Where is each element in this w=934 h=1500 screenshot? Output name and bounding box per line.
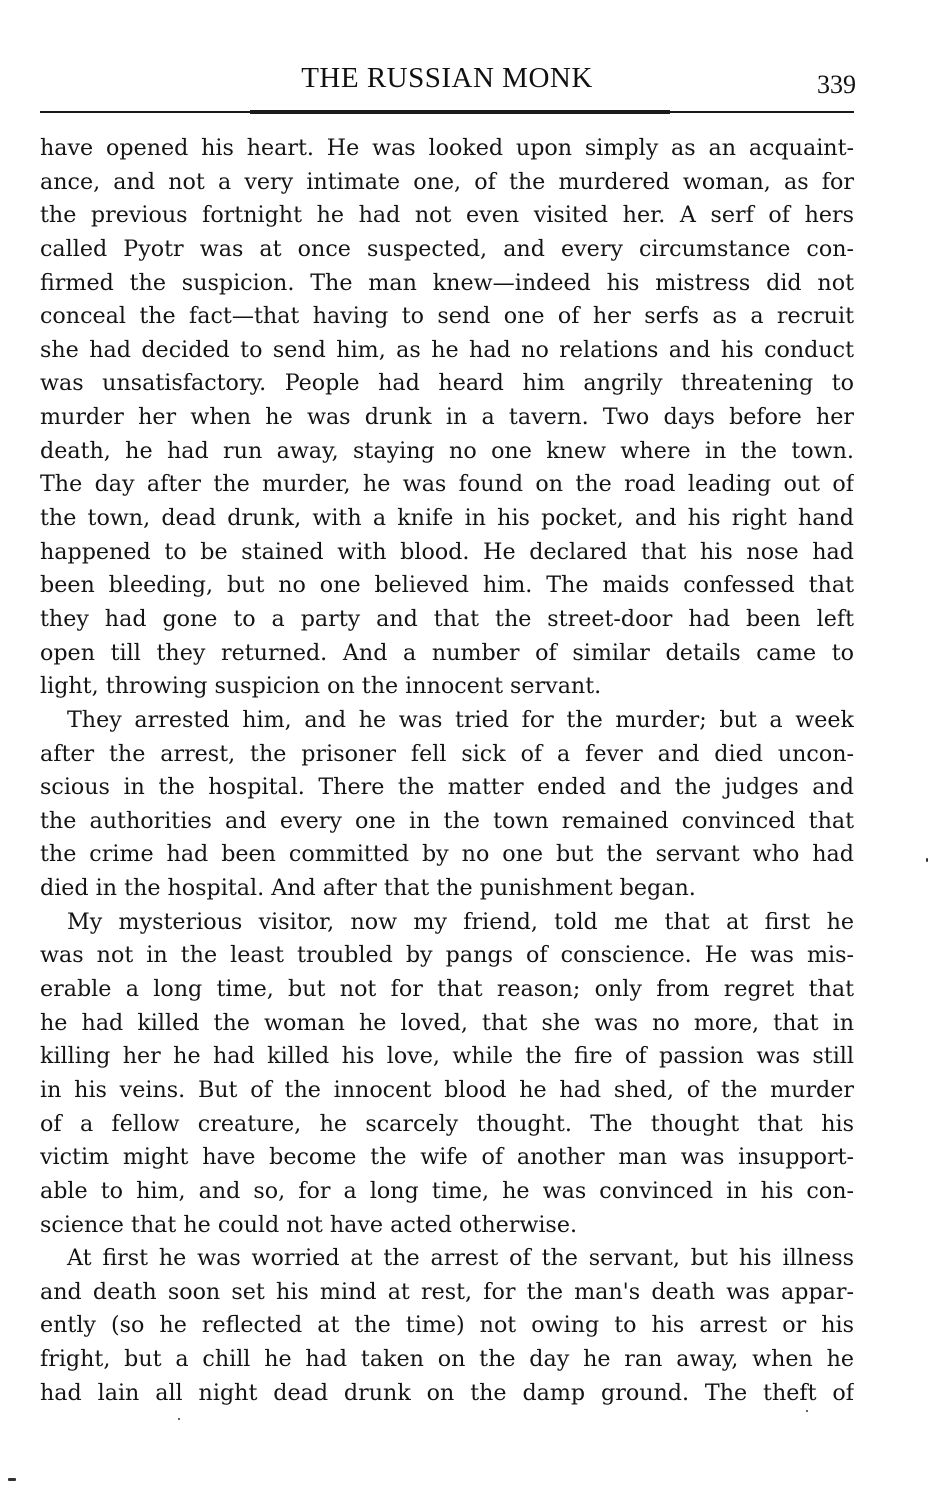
text-line: firmed the suspicion. The man knew—indeed his mistress did not (40, 269, 854, 296)
header-rule-accent (250, 110, 670, 114)
text-line: they had gone to a party and that the street-door had been left (40, 605, 854, 632)
text-line: fright, but a chill he had taken on the day he ran away, when he (40, 1346, 854, 1373)
text-line: They arrested him, and he was tried for the murder; but a week (67, 706, 854, 733)
text-line: in his veins. But of the innocent blood he had shed, of the murder (40, 1076, 854, 1103)
text-line: killing her he had killed his love, while the fire of passion was still (40, 1043, 854, 1070)
text-line: scious in the hospital. There the matter ended and the judges and (40, 774, 854, 801)
text-line: murder her when he was drunk in a tavern. Two days before her (40, 404, 854, 431)
text-line: erable a long time, but not for that reason; only from regret that (40, 976, 854, 1003)
text-line: been bleeding, but no one believed him. The maids confessed that (40, 572, 854, 599)
text-line: The day after the murder, he was found on the road leading out of (40, 471, 854, 498)
text-line: the authorities and every one in the town remained convinced that (40, 807, 854, 834)
text-line: after the arrest, the prisoner fell sick of a fever and died uncon- (40, 740, 854, 767)
text-line: science that he could not have acted otherwise. (40, 1211, 578, 1238)
scan-speck (8, 1478, 16, 1481)
text-line: called Pyotr was at once suspected, and every circumstance con- (40, 235, 854, 262)
text-line: had lain all night dead drunk on the damp ground. The theft of (40, 1379, 854, 1406)
text-line: happened to be stained with blood. He declared that his nose had (40, 538, 854, 565)
text-line: the town, dead drunk, with a knife in his pocket, and his right hand (40, 505, 854, 532)
text-line: At first he was worried at the arrest of the servant, but his illness (67, 1245, 854, 1272)
scan-speck (806, 1410, 808, 1412)
scan-speck (178, 1418, 180, 1420)
text-line: died in the hospital. And after that the punishment began. (40, 875, 696, 902)
text-line: she had decided to send him, as he had no relations and his conduct (40, 336, 854, 363)
text-line: able to him, and so, for a long time, he was convinced in his con- (40, 1177, 854, 1204)
text-line: death, he had run away, staying no one knew where in the town. (40, 437, 854, 464)
scan-speck (926, 858, 928, 862)
text-line: conceal the fact—that having to send one of her serfs as a recruit (40, 303, 854, 330)
text-line: victim might have become the wife of another man was insupport- (40, 1144, 854, 1171)
text-line: open till they returned. And a number of similar details came to (40, 639, 854, 666)
text-line: he had killed the woman he loved, that she was no more, that in (40, 1009, 854, 1036)
body-text (40, 132, 854, 1410)
text-line: was not in the least troubled by pangs of conscience. He was mis- (40, 942, 854, 969)
text-line: My mysterious visitor, now my friend, told me that at first he (67, 908, 854, 935)
text-line: the crime had been committed by no one but the servant who had (40, 841, 854, 868)
text-line: ently (so he reflected at the time) not owing to his arrest or his (40, 1312, 854, 1339)
running-title: THE RUSSIAN MONK (301, 62, 593, 94)
page-header (40, 62, 854, 102)
text-line: was unsatisfactory. People had heard him angrily threatening to (40, 370, 854, 397)
text-line: have opened his heart. He was looked upon simply as an acquaint- (40, 135, 854, 161)
text-line: of a fellow creature, he scarcely thought. The thought that his (40, 1110, 854, 1137)
text-line: and death soon set his mind at rest, for the man's death was appar- (40, 1278, 854, 1305)
text-line: ance, and not a very intimate one, of the murdered woman, as for (40, 168, 854, 195)
page-number: 339 (817, 70, 856, 99)
text-line: light, throwing suspicion on the innocent servant. (40, 673, 602, 700)
text-line: the previous fortnight he had not even visited her. A serf of hers (40, 202, 854, 229)
